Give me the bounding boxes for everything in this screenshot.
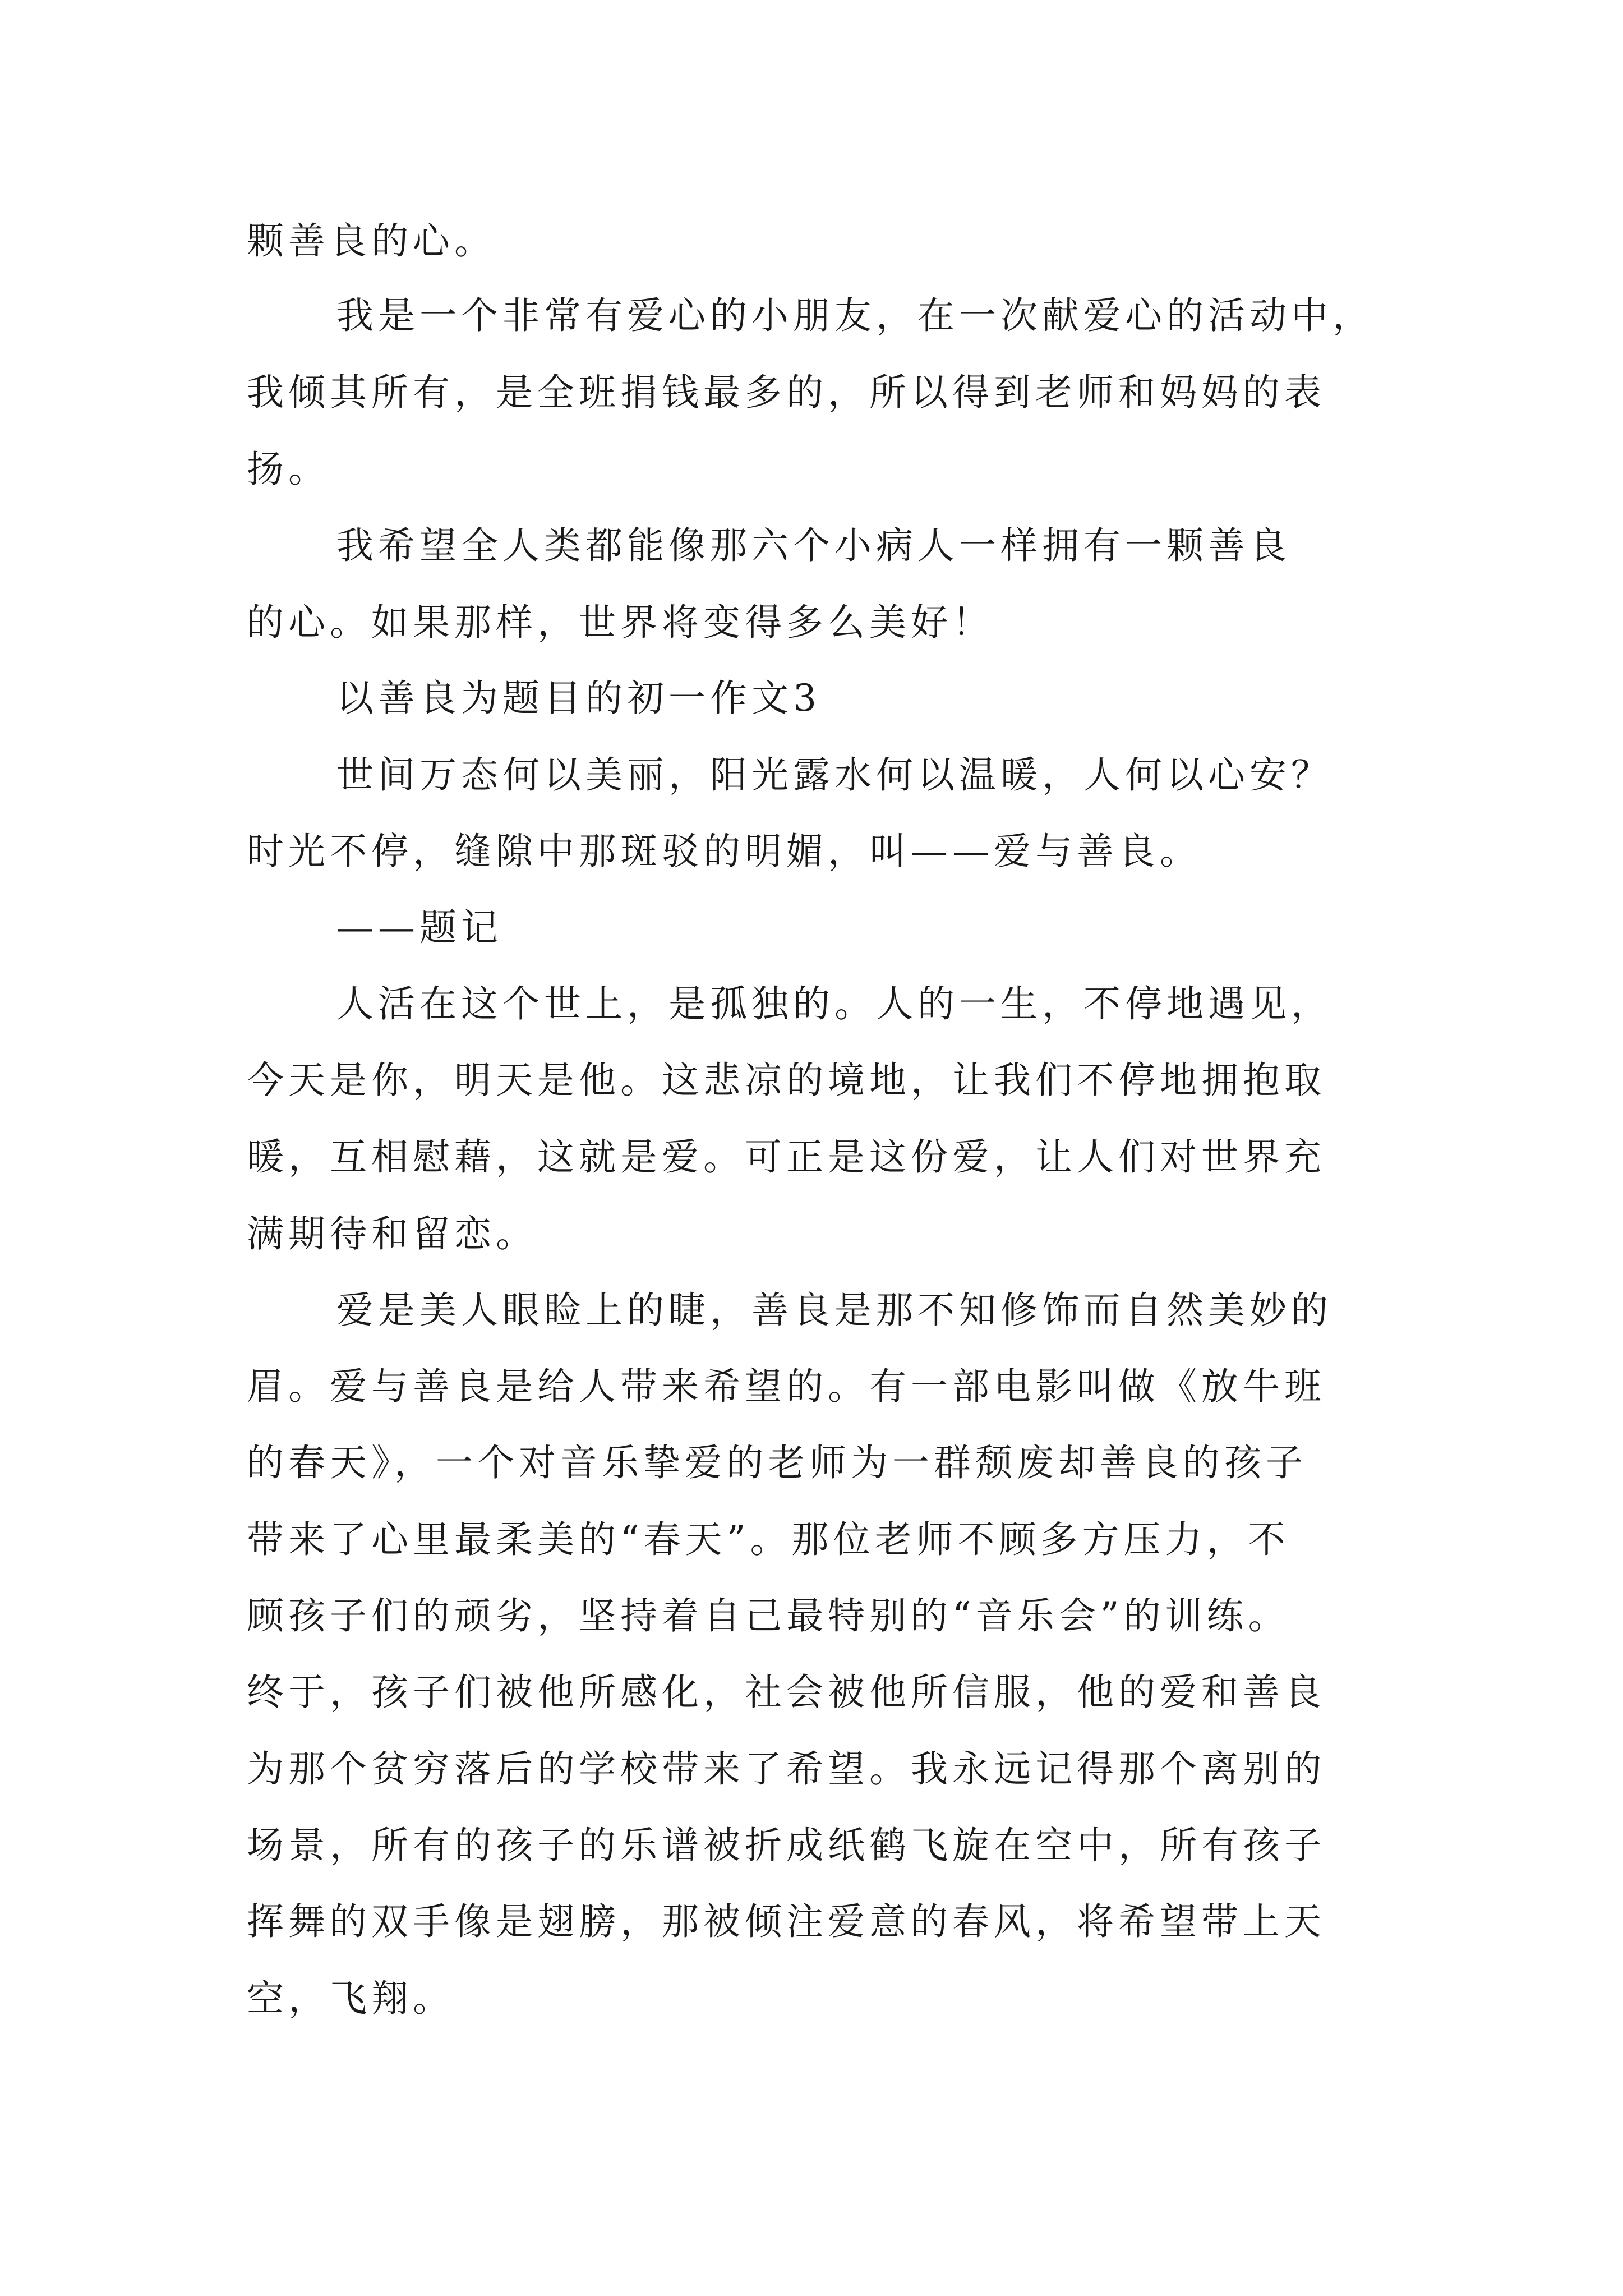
text-line: 的心。如果那样，世界将变得多么美好！ <box>247 601 994 644</box>
text-line: 我希望全人类都能像那六个小病人一样拥有一颗善良 <box>336 524 1291 567</box>
section-heading: 以善良为题目的初一作文3 <box>336 677 821 720</box>
text-line: 空，飞翔。 <box>247 1977 454 2020</box>
text-line: 我是一个非常有爱心的小朋友，在一次献爱心的活动中， <box>336 294 1374 337</box>
text-line: 人活在这个世上，是孤独的。人的一生，不停地遇见， <box>336 982 1332 1025</box>
text-line: 颗善良的心。 <box>247 219 496 263</box>
text-line: 为那个贫穷落后的学校带来了希望。我永远记得那个离别的 <box>247 1747 1326 1791</box>
text-line: 爱是美人眼睑上的睫，善良是那不知修饰而自然美妙的 <box>336 1289 1332 1332</box>
text-line: 顾孩子们的顽劣，坚持着自己最特别的“音乐会”的训练。 <box>247 1594 1290 1637</box>
text-line: 今天是你，明天是他。这悲凉的境地，让我们不停地拥抱取 <box>247 1059 1326 1102</box>
text-line: 眉。爱与善良是给人带来希望的。有一部电影叫做《放牛班 <box>247 1365 1326 1408</box>
text-line: 我倾其所有，是全班捐钱最多的，所以得到老师和妈妈的表 <box>247 371 1326 414</box>
text-line: 暖，互相慰藉，这就是爱。可正是这份爱，让人们对世界充 <box>247 1135 1326 1179</box>
text-line: 的春天》，一个对音乐挚爱的老师为一群颓废却善良的孩子 <box>247 1441 1307 1484</box>
epigraph-note: ——题记 <box>336 906 502 949</box>
text-line: 时光不停，缝隙中那斑驳的明媚，叫——爱与善良。 <box>247 830 1201 873</box>
text-line: 终于，孩子们被他所感化，社会被他所信服，他的爱和善良 <box>247 1671 1326 1714</box>
text-line: 带来了心里最柔美的“春天”。那位老师不顾多方压力，不 <box>247 1518 1290 1561</box>
text-line: 挥舞的双手像是翅膀，那被倾注爱意的春风，将希望带上天 <box>247 1900 1326 1943</box>
text-line: 满期待和留恋。 <box>247 1212 537 1255</box>
text-line: 扬。 <box>247 448 330 491</box>
text-line: 场景，所有的孩子的乐谱被折成纸鹤飞旋在空中，所有孩子 <box>247 1824 1326 1867</box>
text-line: 世间万态何以美丽，阳光露水何以温暖，人何以心安？ <box>336 753 1332 797</box>
